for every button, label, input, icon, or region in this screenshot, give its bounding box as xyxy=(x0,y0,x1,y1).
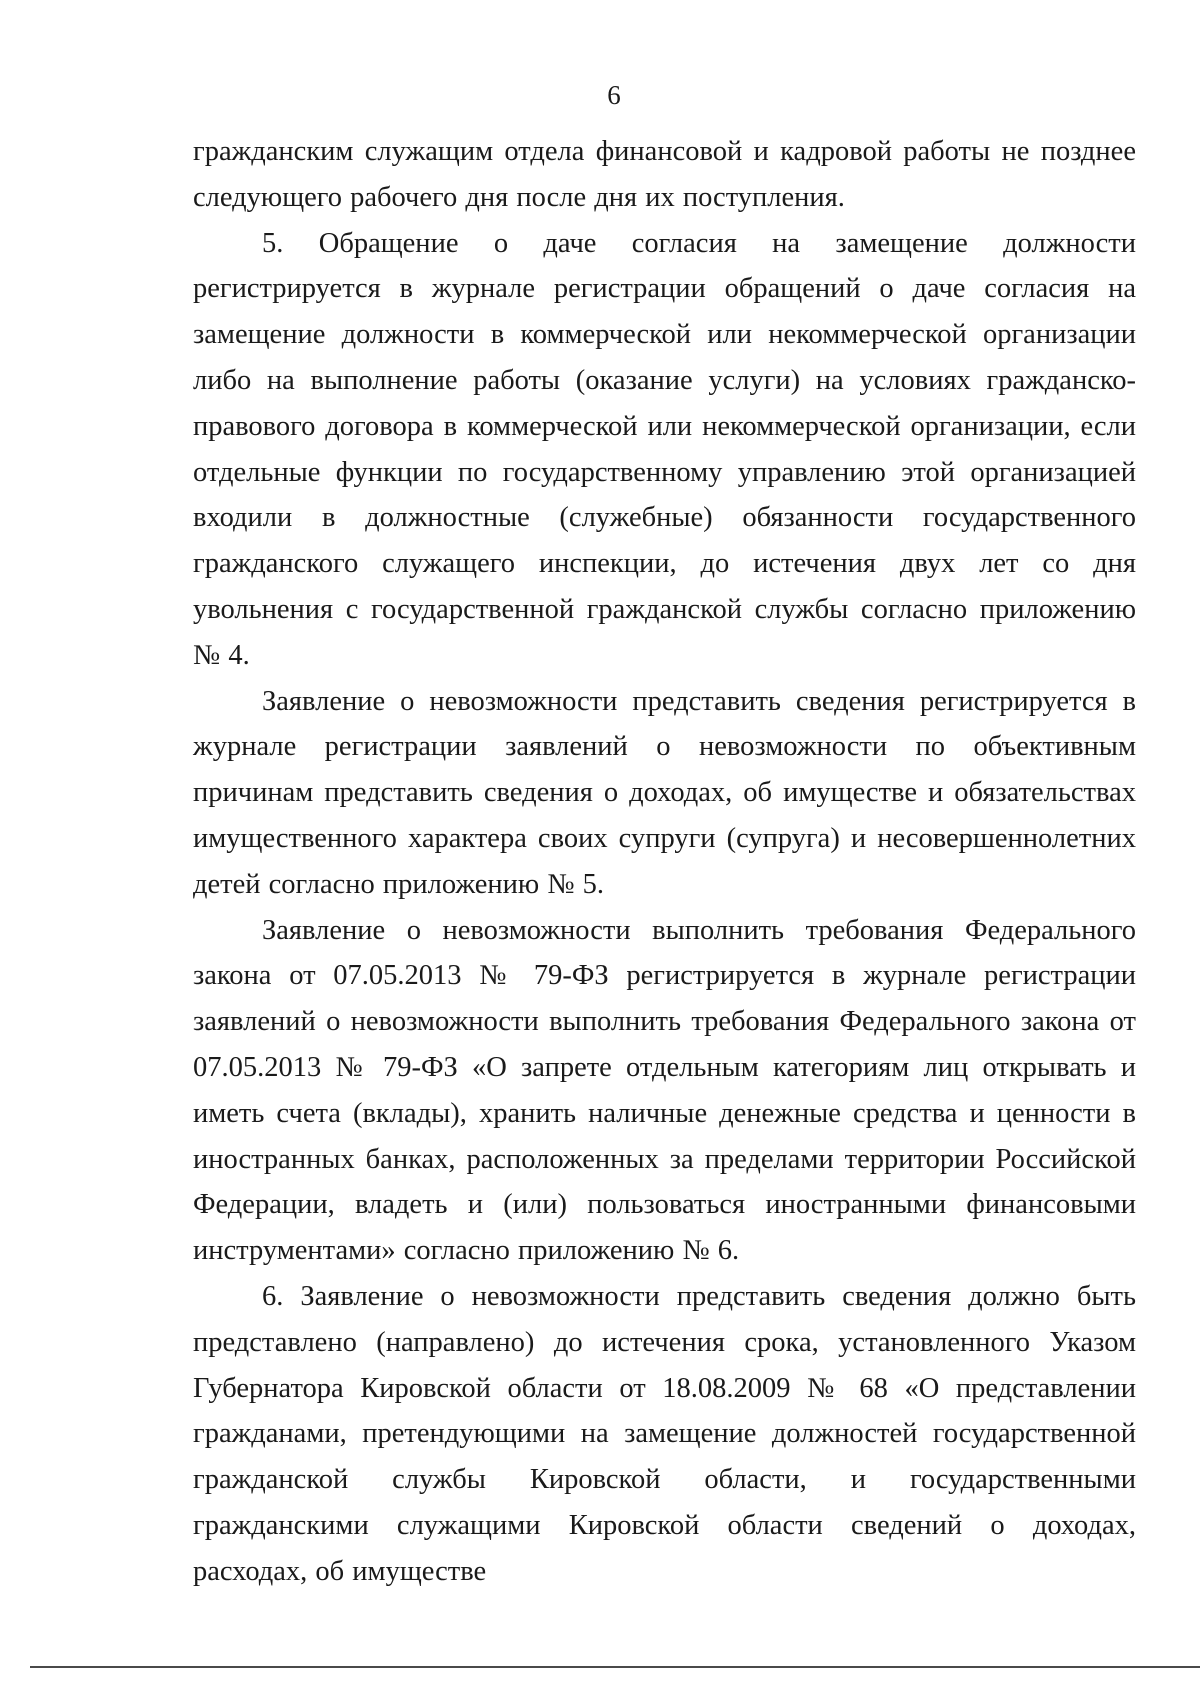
paragraph-item-6: 6. Заявление о невозможности представить сведения должно быть представлено (направлено) до истечения срока, установленного Указом Губернатора Кировской области от 18.08.2009 № 68 «О представлении гражданами, претендующими на замещение должностей государственной гражданской службы Кировской области, и государственными гражданскими служащими Кировской области сведений о доходах, расходах, об имуществе xyxy=(193,1280,1136,1587)
page-number: 6 xyxy=(607,80,621,110)
scan-edge-line xyxy=(30,1666,1200,1668)
paragraph-item-5: 5. Обращение о даче согласия на замещение должности регистрируется в журнале регистрации обращений о даче согласия на замещение должности в коммерческой или некоммерческой организации либо на выполнение работы (оказание услуги) на условиях гражданско-правового договора в коммерческой или некоммерческой организации, если отдельные функции по государственному управлению этой организацией входили в должностные (служебные) обязанности государственного гражданского служащего инспекции, до истечения двух лет со дня увольнения с государственной гражданской службы согласно приложению № 4. xyxy=(193,227,1136,671)
paragraph-statement-information: Заявление о невозможности представить сведения регистрируется в журнале регистрации заявлений о невозможности по объективным причинам представить сведения о доходах, об имуществе и обязательствах имущественного характера своих супруги (супруга) и несовершеннолетних детей согласно приложению № 5. xyxy=(193,685,1136,900)
paragraph-continuation: гражданским служащим отдела финансовой и кадровой работы не позднее следующего рабочего дня после дня их поступления. xyxy=(193,136,1136,213)
paragraph-statement-federal-law: Заявление о невозможности выполнить требования Федерального закона от 07.05.2013 № 79-ФЗ регистрируется в журнале регистрации заявлений о невозможности выполнить требования Федерального закона от 07.05.2013 № 79-ФЗ «О запрете отдельным категориям лиц открывать и иметь счета (вклады), хранить наличные денежные средства и ценности в иностранных банках, расположенных за пределами территории Российской Федерации, владеть и (или) пользоваться иностранными финансовыми инструментами» согласно приложению № 6. xyxy=(193,914,1136,1267)
document-body xyxy=(193,129,1136,1595)
